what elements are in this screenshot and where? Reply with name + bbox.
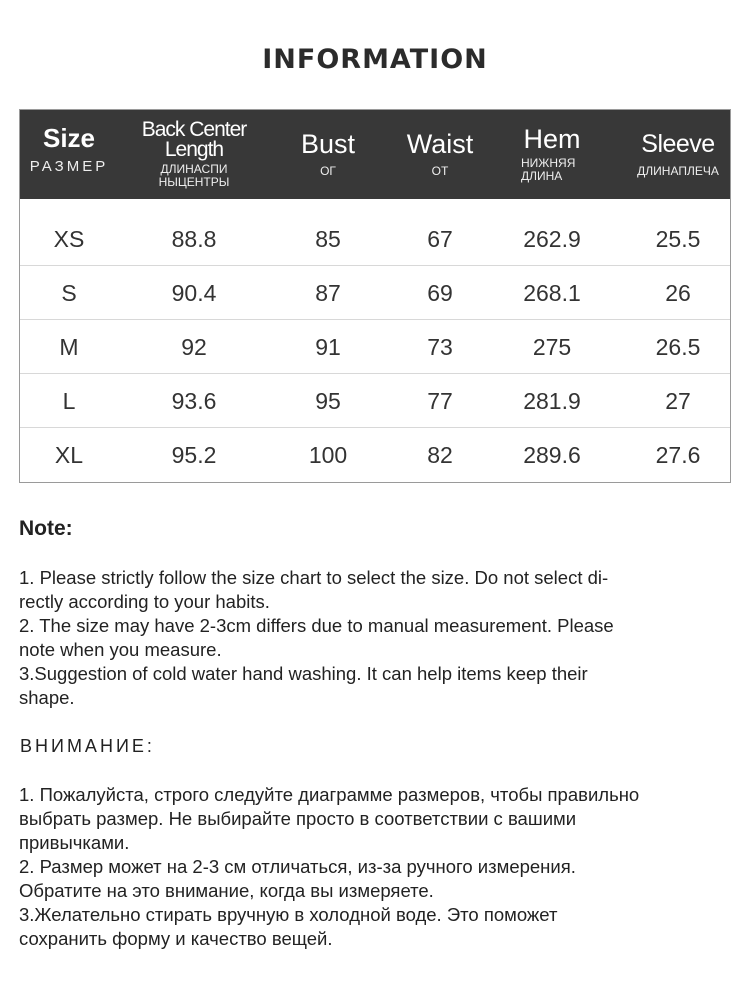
sleeve-cell: 26.5 [655, 334, 701, 360]
header-waist-ru: ОТ [431, 164, 449, 178]
header-size-ru: РАЗМЕР [29, 158, 109, 175]
hem-cell: 275 [532, 334, 572, 360]
bust-cell: 91 [315, 334, 341, 360]
header-back-center-length-en: Back Center Length [141, 118, 247, 161]
waist-cell: 69 [427, 280, 453, 306]
header-bust-en: Bust [300, 129, 356, 159]
hem-cell: 268.1 [523, 280, 581, 306]
bust-cell: 100 [308, 442, 348, 468]
hem-cell: 262.9 [523, 226, 581, 252]
size-cell: XL [54, 442, 84, 468]
header-back-center-length [132, 110, 256, 199]
attention-line: выбрать размер. Не выбирайте просто в соответствии с вашими [19, 808, 577, 829]
header-waist-en: Waist [406, 129, 474, 159]
header-sleeve-en: Sleeve [641, 130, 715, 158]
size-chart-table [19, 109, 731, 483]
sleeve-cell: 25.5 [655, 226, 701, 252]
header-sleeve-ru: ДЛИНАПЛЕЧА [637, 164, 719, 178]
back-length-cell: 92 [181, 334, 207, 360]
table-row [20, 374, 730, 428]
back-length-cell: 93.6 [171, 388, 217, 414]
attention-body [19, 783, 719, 951]
waist-cell: 77 [427, 388, 453, 414]
note-line: 2. The size may have 2-3cm differs due to manual measurement. Please [19, 615, 614, 636]
note-body [19, 566, 719, 710]
note-line: 1. Please strictly follow the size chart to select the size. Do not select di- [19, 567, 609, 588]
back-length-cell: 90.4 [171, 280, 217, 306]
page-title: INFORMATION [262, 44, 488, 75]
attention-line: 3.Желательно стирать вручную в холодной воде. Это поможет [19, 904, 558, 925]
waist-cell: 82 [427, 442, 453, 468]
hem-cell: 281.9 [523, 388, 581, 414]
header-hem [506, 110, 598, 199]
sleeve-cell: 27.6 [655, 442, 701, 468]
table-header [20, 110, 730, 199]
size-cell: M [59, 334, 79, 360]
note-line: rectly according to your habits. [19, 591, 270, 612]
header-bust-ru: ОГ [320, 164, 336, 178]
header-size [20, 110, 118, 199]
table-row [20, 266, 730, 320]
back-length-cell: 88.8 [171, 226, 217, 252]
attention-line: привычками. [19, 832, 130, 853]
bust-cell: 85 [315, 226, 341, 252]
bust-cell: 95 [315, 388, 341, 414]
table-row [20, 212, 730, 266]
attention-heading: ВНИМАНИЕ: [20, 736, 155, 756]
header-hem-en: Hem [523, 124, 581, 154]
header-waist [388, 110, 492, 199]
attention-line: сохранить форму и качество вещей. [19, 928, 333, 949]
table-row [20, 428, 730, 482]
note-line: 3.Suggestion of cold water hand washing. It can help items keep their [19, 663, 588, 684]
back-length-cell: 95.2 [171, 442, 217, 468]
size-cell: L [62, 388, 76, 414]
size-cell: XS [53, 226, 85, 252]
sleeve-cell: 27 [665, 388, 691, 414]
bust-cell: 87 [315, 280, 341, 306]
note-line: shape. [19, 687, 75, 708]
attention-line: 1. Пожалуйста, строго следуйте диаграмме размеров, чтобы правильно [19, 784, 640, 805]
header-bust [276, 110, 380, 199]
note-heading: Note: [19, 517, 73, 540]
note-line: note when you measure. [19, 639, 222, 660]
header-hem-ru: НИЖНЯЯ ДЛИНА [521, 156, 576, 183]
sleeve-cell: 26 [665, 280, 691, 306]
waist-cell: 73 [427, 334, 453, 360]
attention-line: 2. Размер может на 2-3 см отличаться, из-за ручного измерения. [19, 856, 576, 877]
header-size-en: Size [42, 123, 96, 153]
header-sleeve [620, 110, 736, 199]
attention-line: Обратите на это внимание, когда вы измеряете. [19, 880, 434, 901]
hem-cell: 289.6 [523, 442, 581, 468]
header-back-center-length-ru: ДЛИНАСПИ НЫЦЕНТРЫ [158, 162, 230, 189]
waist-cell: 67 [427, 226, 453, 252]
table-row [20, 320, 730, 374]
size-cell: S [61, 280, 77, 306]
